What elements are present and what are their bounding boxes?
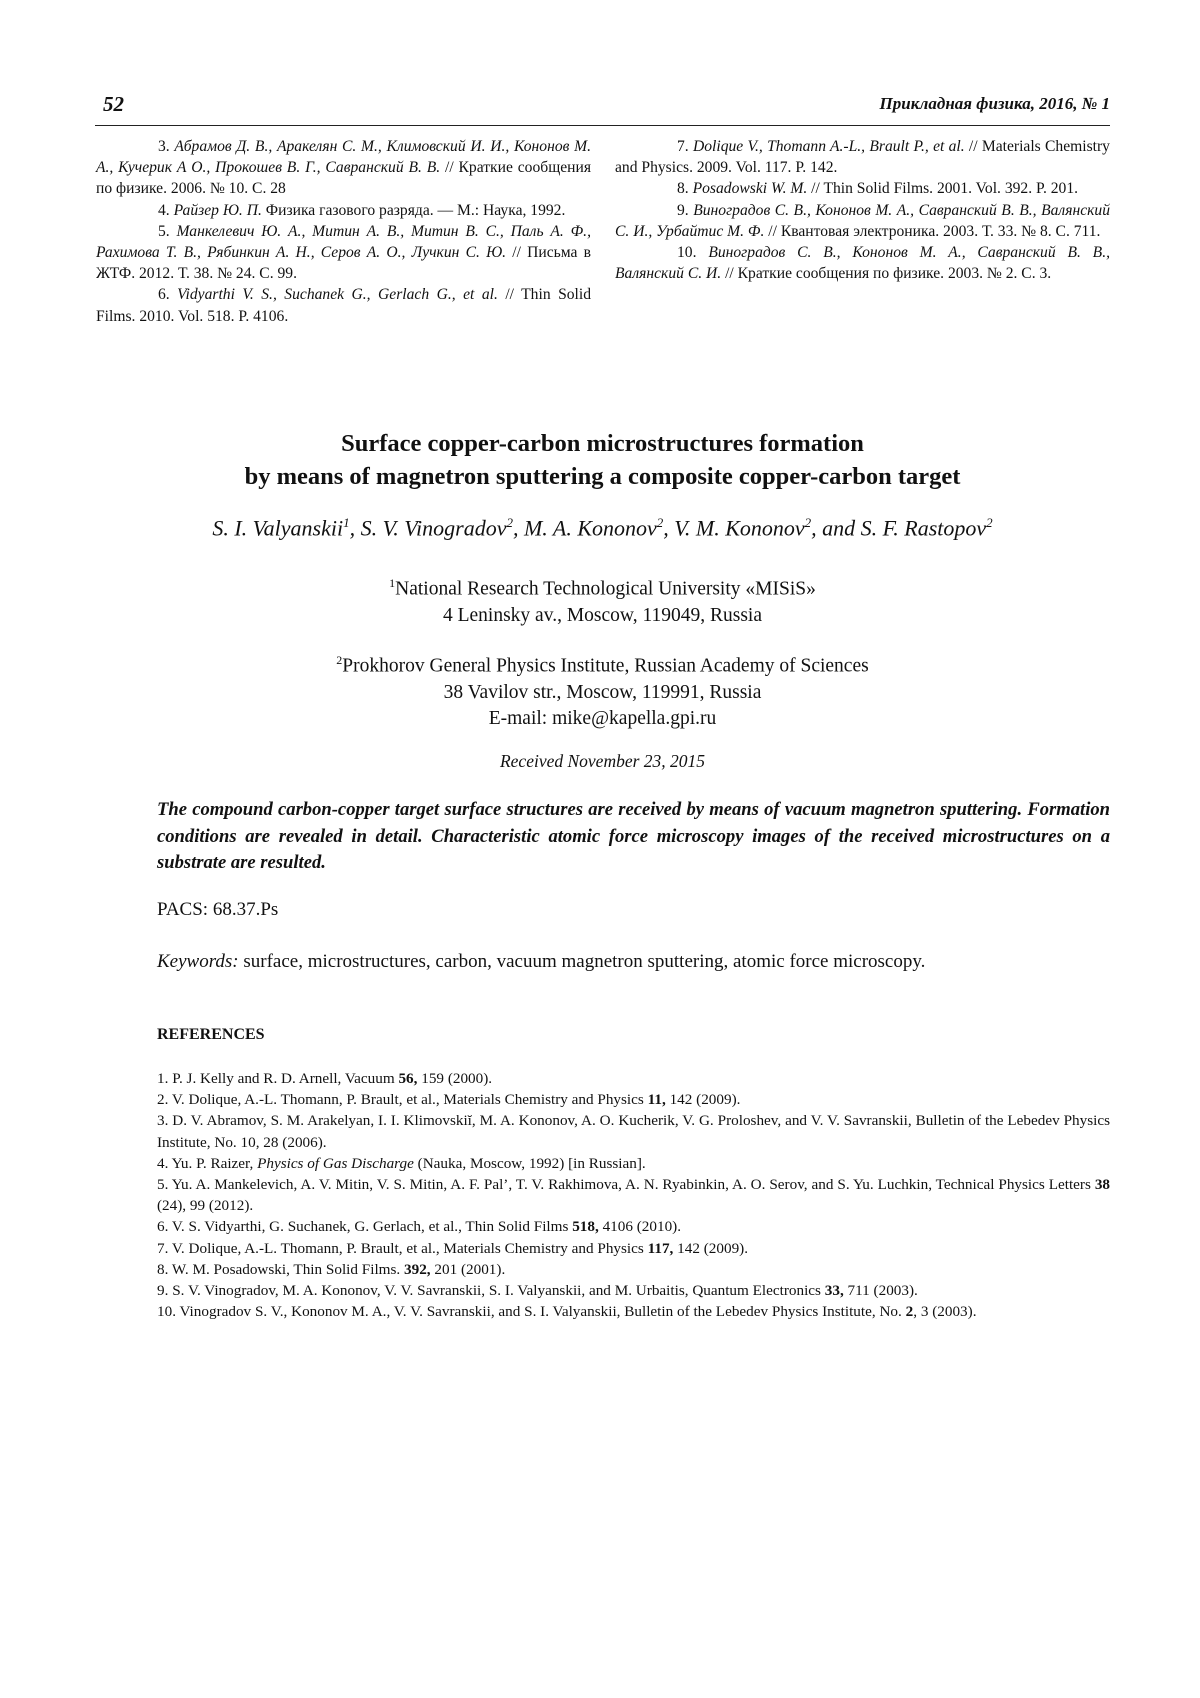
- author-name: S. V. Vinogradov: [360, 515, 507, 541]
- title-line-2: by means of magnetron sputtering a composite copper-carbon target: [244, 463, 961, 490]
- reference-list: [157, 1068, 1110, 1322]
- reference-item: 6. V. S. Vidyarthi, G. Suchanek, G. Gerlach, et al., Thin Solid Films 518, 4106 (2010).: [157, 1218, 682, 1236]
- references-left-column: [96, 136, 591, 327]
- prev-ref-8: 8. Posadowski W. M. // Thin Solid Films. 2001. Vol. 392. P. 201.: [677, 180, 1079, 198]
- references-right-column: [615, 136, 1110, 284]
- author-affiliation-mark: 2: [506, 515, 513, 530]
- page-number: 52: [103, 92, 124, 116]
- reference-item: 8. W. M. Posadowski, Thin Solid Films. 392, 201 (2001).: [157, 1260, 506, 1278]
- article-title: [95, 427, 1110, 493]
- reference-item: 2. V. Dolique, A.-L. Thomann, P. Brault, et al., Materials Chemistry and Physics 11, 142 (2009).: [157, 1091, 741, 1109]
- keywords: [157, 951, 925, 973]
- reference-item: 3. D. V. Abramov, S. M. Arakelyan, I. I. Klimovskiĭ, M. A. Kononov, A. O. Kucherik, V. G. Proloshev, and V. V. Savranskii, Bulletin of the Lebedev Physics Institute, No. 10, 28 (2006).: [157, 1112, 1110, 1151]
- reference-item: 4. Yu. P. Raizer, Physics of Gas Discharge (Nauka, Moscow, 1992) [in Russian].: [157, 1154, 646, 1172]
- affiliation-1: $^1$National Research Technological University «MISiS» 4 Leninsky av., Moscow, 119049, Russia: [389, 576, 816, 626]
- prev-ref-10: 10. Виноградов С. В., Кононов М. А., Савранский В. В., Валянский С. И. // Краткие сообщения по физике. 2003. № 2. С. 3.: [615, 244, 1111, 283]
- prev-ref-7: 7. Dolique V., Thomann A.-L., Brault P., et al. // Materials Chemistry and Physics. 2009. Vol. 117. P. 142.: [615, 138, 1110, 177]
- author-name: V. M. Kononov: [674, 515, 805, 541]
- prev-ref-3: 3. Абрамов Д. В., Аракелян С. М., Климовский И. И., Кононов М. А., Кучерик А О., Прокошев В. Г., Савранский В. В. // Краткие сообщения по физике. 2006. № 10. С. 28: [96, 138, 591, 198]
- reference-item: 9. S. V. Vinogradov, M. A. Kononov, V. V. Savranskii, S. I. Valyanskii, and M. Urbaitis, Quantum Electronics 33, 711 (2003).: [157, 1282, 918, 1300]
- prev-ref-9: 9. Виноградов С. В., Кононов М. А., Савранский В. В., Валянский С. И., Урбайтис М. Ф. // Квантовая электроника. 2003. Т. 33. № 8. С. 711.: [615, 201, 1111, 240]
- author-affiliation-mark: 2: [656, 515, 664, 530]
- running-header: [95, 92, 1110, 122]
- keywords-text: surface, microstructures, carbon, vacuum magnetron sputtering, atomic force microscopy.: [238, 951, 926, 972]
- reference-item: 5. Yu. A. Mankelevich, A. V. Mitin, V. S. Mitin, A. F. Pal’, T. V. Rakhimova, A. N. Ryabinkin, A. O. Serov, and S. Yu. Luchkin, Technical Physics Letters 38 (24), 99 (2012).: [157, 1176, 1110, 1215]
- prev-ref-5: 5. Манкелевич Ю. А., Митин А. В., Митин В. С., Паль А. Ф., Рахимова Т. В., Рябинкин А. Н., Серов А. О., Лучкин С. Ю. // Письма в ЖТФ. 2012. Т. 38. № 24. С. 99.: [96, 222, 591, 283]
- author-name: S. I. Valyanskii: [212, 515, 344, 541]
- affiliation-2: $^2$Prokhorov General Physics Institute, Russian Academy of Sciences 38 Vavilov str., Moscow, 119991, Russia E-mail: mike@kapella.gpi.ru: [95, 647, 1110, 732]
- reference-item: 1. P. J. Kelly and R. D. Arnell, Vacuum 56, 159 (2000).: [157, 1070, 493, 1087]
- author-name: S. F. Rastopov: [860, 515, 987, 541]
- author-affiliation-mark: 2: [986, 515, 993, 530]
- abstract: The compound carbon-copper target surface structures are received by means of vacuum magnetron sputtering. Formation conditions are revealed in detail. Characteristic atomic force microscopy images of the received microstructures on a substrate are resulted.: [157, 799, 1110, 873]
- references-heading: REFERENCES: [157, 1026, 265, 1043]
- prev-ref-4: 4. Райзер Ю. П. Физика газового разряда. — М.: Наука, 1992.: [158, 201, 566, 219]
- author-affiliation-mark: 1: [343, 515, 350, 530]
- title-line-1: Surface copper-carbon microstructures formation: [341, 430, 864, 457]
- author-name: M. A. Kononov: [523, 515, 657, 541]
- prev-ref-6: 6. Vidyarthi V. S., Suchanek G., Gerlach G., et al. // Thin Solid Films. 2010. Vol. 518. P. 4106.: [96, 286, 592, 325]
- author-list: S. I. Valyanskii$^1$, S. V. Vinogradov$^2$, M. A. Kononov$^2$, V. M. Kononov$^2$, and S. F. Rastopov$^2$: [212, 515, 993, 541]
- reference-item: 7. V. Dolique, A.-L. Thomann, P. Brault, et al., Materials Chemistry and Physics 117, 142 (2009).: [157, 1239, 749, 1257]
- pacs-code: PACS: 68.37.Ps: [157, 899, 279, 920]
- contact-email: E-mail: mike@kapella.gpi.ru: [488, 707, 717, 729]
- received-date: Received November 23, 2015: [499, 751, 706, 771]
- author-affiliation-mark: 2: [804, 515, 812, 530]
- header-rule: [95, 125, 1110, 126]
- keywords-label: Keywords:: [157, 951, 239, 972]
- journal-name: Прикладная физика, 2016, № 1: [879, 94, 1110, 113]
- reference-item: 10. Vinogradov S. V., Kononov M. A., V. V. Savranskii, and S. I. Valyanskii, Bulletin of the Lebedev Physics Institute, No. 2, 3 (2003).: [157, 1303, 977, 1321]
